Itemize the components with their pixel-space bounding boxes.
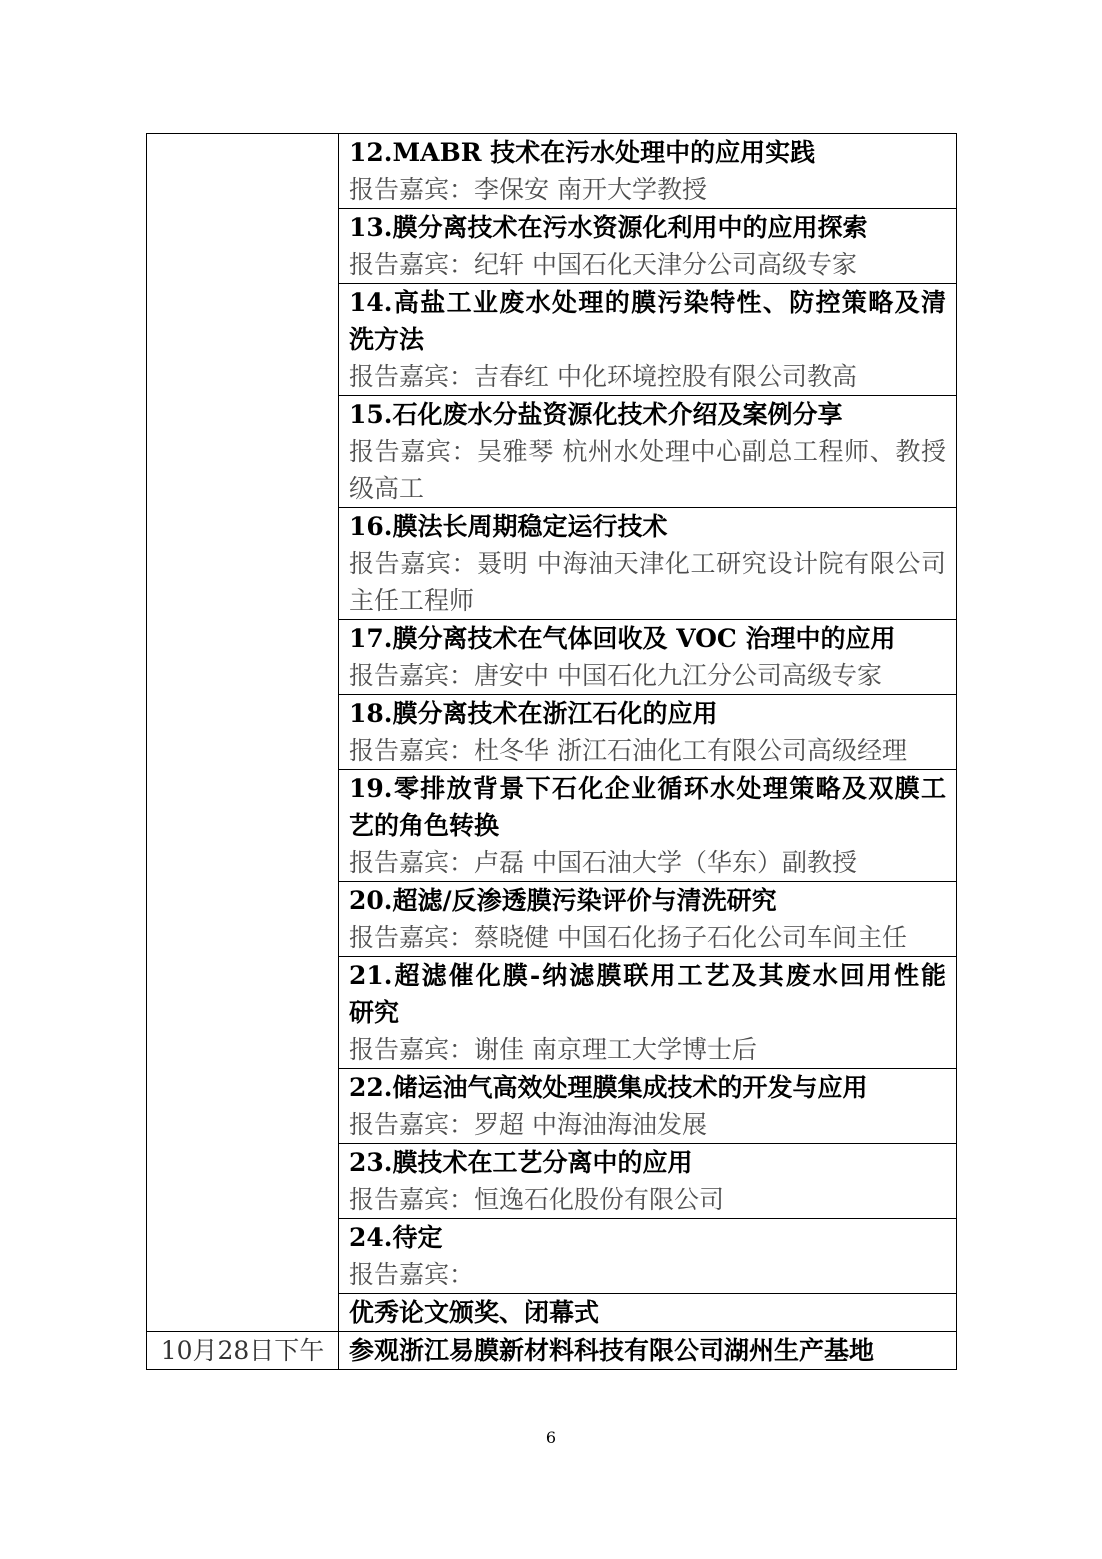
speaker-line: 报告嘉宾： — [349, 1260, 475, 1289]
talk-title: 18.膜分离技术在浙江石化的应用 — [349, 699, 718, 728]
talk-title: 15.石化废水分盐资源化技术介绍及案例分享 — [349, 400, 843, 429]
speaker-line: 报告嘉宾：聂明 中海油天津化工研究设计院有限公司 — [349, 549, 946, 578]
talk-item — [339, 396, 957, 508]
page-number: 6 — [545, 1428, 557, 1447]
visit-activity-text: 参观浙江易膜新材料科技有限公司湖州生产基地 — [349, 1336, 875, 1365]
talk-item — [339, 957, 957, 1069]
talk-item — [339, 1144, 957, 1219]
speaker-line: 报告嘉宾：谢佳 南京理工大学博士后 — [349, 1035, 757, 1064]
talk-title: 20.超滤/反渗透膜污染评价与清洗研究 — [349, 886, 777, 915]
visit-item — [339, 1332, 957, 1370]
speaker-line: 报告嘉宾：恒逸石化股份有限公司 — [349, 1185, 725, 1214]
talk-title: 12.MABR 技术在污水处理中的应用实践 — [349, 138, 816, 167]
talk-item — [339, 209, 957, 284]
talk-row — [147, 134, 957, 209]
talk-item — [339, 134, 957, 209]
speaker-line: 级高工 — [349, 474, 425, 503]
talk-title: 洗方法 — [349, 325, 425, 354]
closing-ceremony-text: 优秀论文颁奖、闭幕式 — [349, 1298, 600, 1327]
speaker-line: 报告嘉宾：罗超 中海油海油发展 — [349, 1110, 707, 1139]
talk-title: 16.膜法长周期稳定运行技术 — [349, 512, 668, 541]
speaker-line: 主任工程师 — [349, 586, 475, 615]
speaker-line: 报告嘉宾：蔡晓健 中国石化扬子石化公司车间主任 — [349, 923, 907, 952]
speaker-line: 报告嘉宾：吉春红 中化环境控股有限公司教高 — [349, 362, 857, 391]
talk-item — [339, 284, 957, 396]
speaker-line: 报告嘉宾：李保安 南开大学教授 — [349, 175, 707, 204]
talk-title: 22.储运油气高效处理膜集成技术的开发与应用 — [349, 1073, 868, 1102]
speaker-line: 报告嘉宾：纪轩 中国石化天津分公司高级专家 — [349, 250, 857, 279]
talk-item — [339, 1219, 957, 1294]
talk-item — [339, 695, 957, 770]
time-cell: 10月28日下午 — [147, 1332, 339, 1370]
talk-title: 21.超滤催化膜-纳滤膜联用工艺及其废水回用性能 — [349, 961, 946, 990]
talk-item — [339, 620, 957, 695]
speaker-line: 报告嘉宾：卢磊 中国石油大学（华东）副教授 — [349, 848, 857, 877]
time-cell-empty — [147, 134, 339, 1332]
talk-title: 23.膜技术在工艺分离中的应用 — [349, 1148, 693, 1177]
talk-title: 研究 — [349, 998, 400, 1027]
speaker-line: 报告嘉宾：吴雅琴 杭州水处理中心副总工程师、教授 — [349, 437, 946, 466]
speaker-line: 报告嘉宾：唐安中 中国石化九江分公司高级专家 — [349, 661, 882, 690]
talk-title: 17.膜分离技术在气体回收及 VOC 治理中的应用 — [349, 624, 896, 653]
schedule-table — [146, 133, 957, 1370]
talk-title: 19.零排放背景下石化企业循环水处理策略及双膜工 — [349, 774, 946, 803]
closing-item — [339, 1294, 957, 1332]
talk-item — [339, 1069, 957, 1144]
talk-title: 艺的角色转换 — [349, 811, 500, 840]
talk-title: 14.高盐工业废水处理的膜污染特性、防控策略及清 — [349, 288, 946, 317]
talk-item — [339, 508, 957, 620]
speaker-line: 报告嘉宾：杜冬华 浙江石油化工有限公司高级经理 — [349, 736, 907, 765]
talk-title: 24.待定 — [349, 1223, 443, 1252]
visit-row — [147, 1332, 957, 1370]
talk-item — [339, 770, 957, 882]
talk-title: 13.膜分离技术在污水资源化利用中的应用探索 — [349, 213, 868, 242]
talk-item — [339, 882, 957, 957]
